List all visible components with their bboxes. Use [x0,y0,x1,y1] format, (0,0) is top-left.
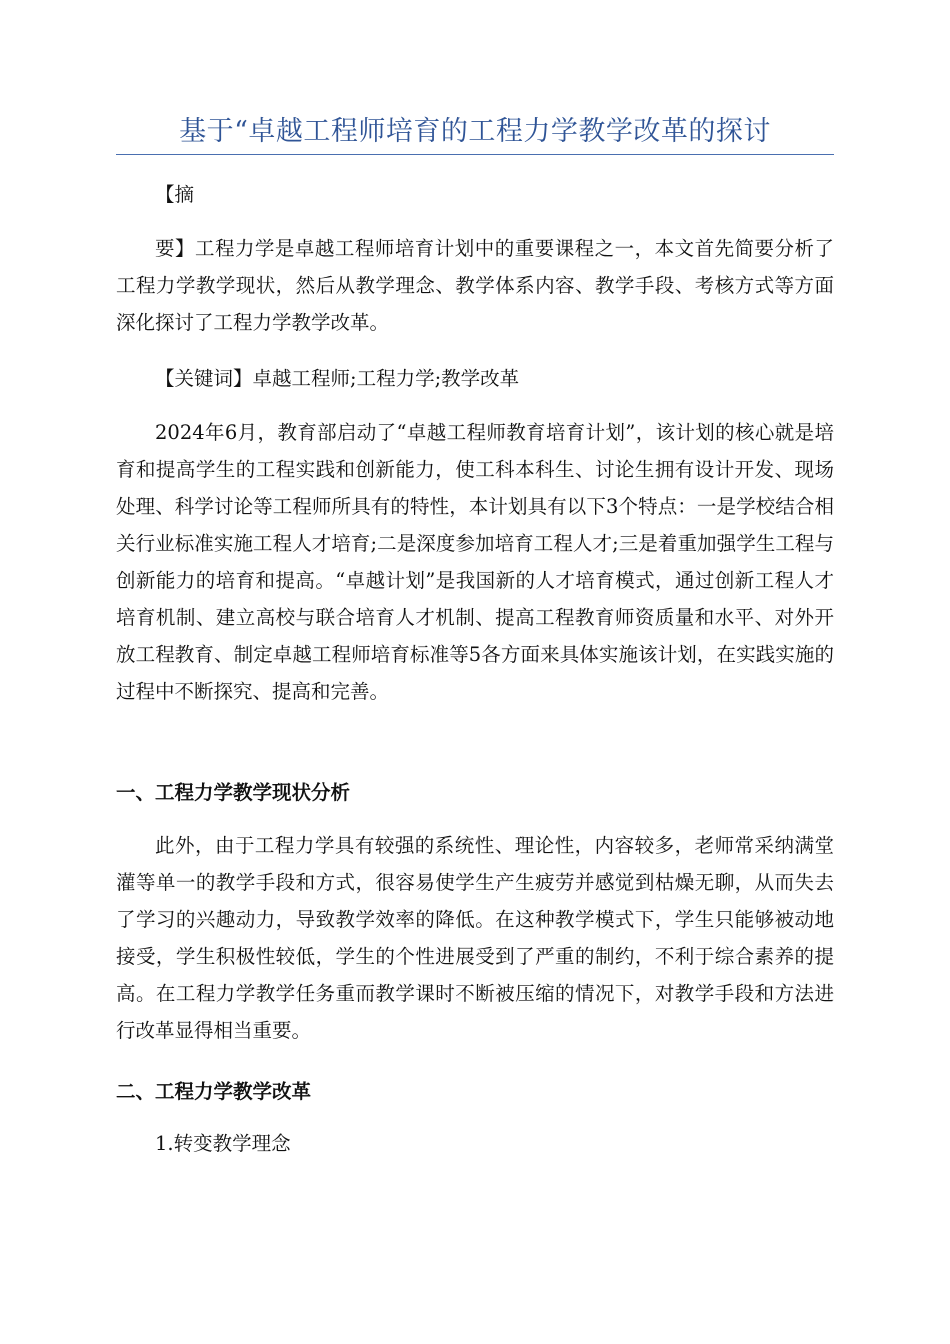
section-heading-2: 二、工程力学教学改革 [116,1080,312,1103]
abstract-paragraph: 要】工程力学是卓越工程师培育计划中的重要课程之一，本文首先简要分析了工程力学教学现状，然后从教学理念、教学体系内容、教学手段、考核方式等方面深化探讨了工程力学教学改革。 [116,237,834,334]
intro-paragraph: 2024年6月，教育部启动了“卓越工程师教育培育计划”，该计划的核心就是培育和提高学生的工程实践和创新能力，使工科本科生、讨论生拥有设计开发、现场处理、科学讨论等工程师所具有的特性，本计划具有以下3个特点：一是学校结合相关行业标准实施工程人才培育;二是深度参加培育工程人才;三是着重加强学生工程与创新能力的培育和提高。“卓越计划”是我国新的人才培育模式，通过创新工程人才培育机制、建立高校与联合培育人才机制、提高工程教育师资质量和水平、对外开放工程教育、制定卓越工程师培育标准等5各方面来具体实施该计划，在实践实施的过程中不断探究、提高和完善。 [116,421,834,703]
abstract-label: 【摘 [155,183,195,206]
title-underline [116,154,834,155]
section1-paragraph: 此外，由于工程力学具有较强的系统性、理论性，内容较多，老师常采纳满堂灌等单一的教学手段和方式，很容易使学生产生疲劳并感觉到枯燥无聊，从而失去了学习的兴趣动力，导致教学效率的降低。在这种教学模式下，学生只能够被动地接受，学生积极性较低，学生的个性进展受到了严重的制约，不利于综合素养的提高。在工程力学教学任务重而教学课时不断被压缩的情况下，对教学手段和方法进行改革显得相当重要。 [116,834,834,1042]
keywords-line: 【关键词】卓越工程师;工程力学;教学改革 [155,367,520,390]
document-title: 基于“卓越工程师培育的工程力学教学改革的探讨 [179,116,771,147]
subsection-heading-1: 1.转变教学理念 [155,1132,291,1155]
section-heading-1: 一、工程力学教学现状分析 [116,781,351,804]
